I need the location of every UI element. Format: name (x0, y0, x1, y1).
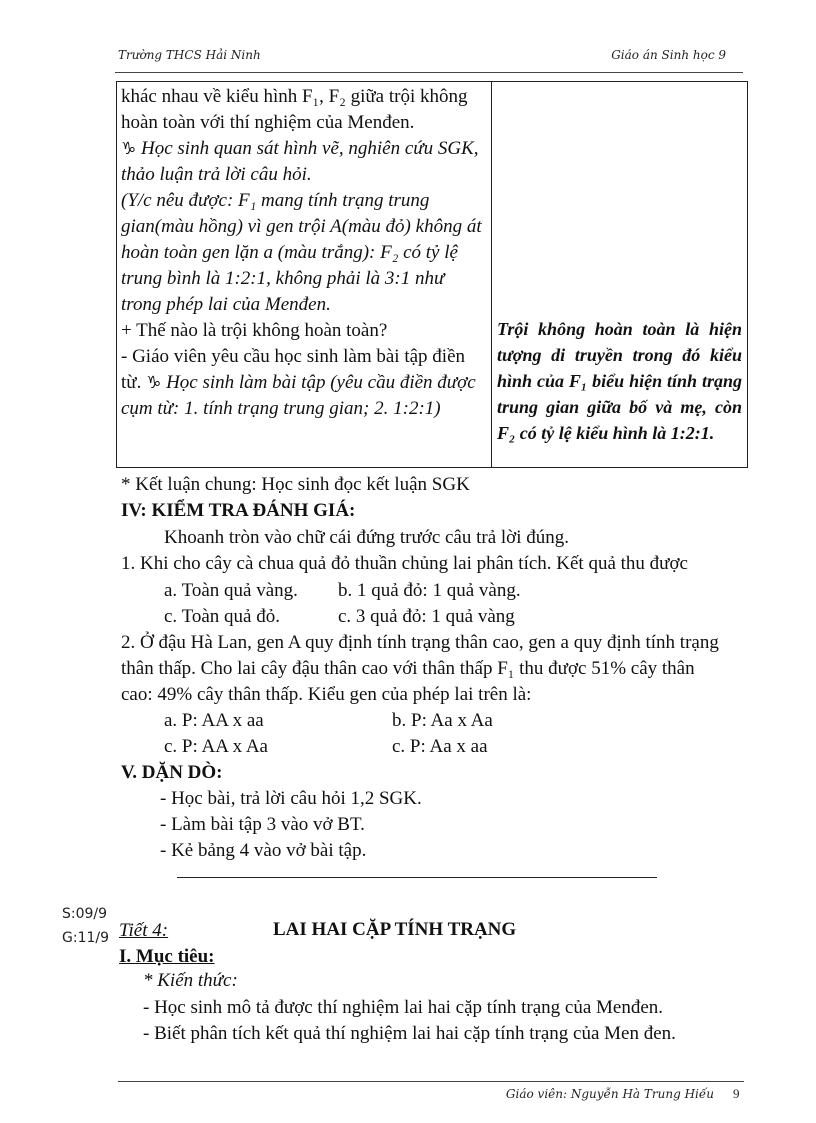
general-conclusion: * Kết luận chung: Học sinh đọc kết luận SGK (121, 474, 470, 495)
lesson-title: LAI HAI CẶP TÍNH TRẠNG (273, 919, 517, 940)
footer-teacher: Giáo viên: Nguyễn Hà Trung Hiếu (505, 1087, 714, 1101)
left-paragraph-2 (121, 136, 487, 188)
section-4-instruction: Khoanh tròn vào chữ cái đứng trước câu trả lời đúng. (164, 527, 570, 548)
question-2-option-b: b. P: Aa x Aa (392, 710, 493, 731)
section-4-heading: IV: KIỂM TRA ĐÁNH GIÁ: (121, 500, 356, 521)
date-study: S:09/9 (62, 906, 108, 922)
header-school: Trường THCS Hải Ninh (118, 48, 261, 62)
question-2-option-c: c. P: AA x Aa (164, 736, 268, 757)
question-2-stem-line-3: cao: 49% cây thân thấp. Kiểu gen của phép lai trên là: (121, 684, 532, 705)
left-paragraph-1: khác nhau về kiểu hình F₁, F₂ giữa trội không hoàn toàn với thí nghiệm của Menđen. (121, 86, 468, 133)
left-paragraph-6 (121, 372, 476, 419)
page-number: 9 (733, 1086, 740, 1101)
objectives-heading: I. Mục tiêu: (119, 946, 215, 967)
header-subject: Giáo án Sinh học 9 (611, 48, 726, 62)
header-rule (115, 72, 743, 73)
homework-item-1: - Học bài, trả lời câu hỏi 1,2 SGK. (160, 788, 422, 809)
left-paragraph-5 (121, 344, 487, 422)
table-left-cell (121, 84, 487, 422)
question-2-stem-line-2: thân thấp. Cho lai cây đậu thân cao với thân thấp F₁ thu được 51% cây thân (121, 658, 695, 679)
question-1-stem: 1. Khi cho cây cà chua quả đỏ thuần chủng lai phân tích. Kết quả thu được (121, 553, 688, 574)
footer-rule (118, 1081, 744, 1082)
lesson-label: Tiết 4: (119, 920, 169, 941)
homework-item-3: - Kẻ bảng 4 vào vở bài tập. (160, 840, 367, 861)
date-teach: G:11/9 (62, 930, 110, 946)
table-divider (491, 82, 492, 467)
left-paragraph-5-text: - Giáo viên yêu cầu học sinh làm bài tập điền từ. (121, 346, 466, 393)
section-separator (177, 877, 657, 878)
objective-item-1: - Học sinh mô tả được thí nghiệm lai hai cặp tính trạng của Menđen. (143, 997, 664, 1018)
question-1-option-b: b. 1 quả đỏ: 1 quả vàng. (338, 580, 521, 601)
table-right-cell: Trội không hoàn toàn là hiện tượng di truyền trong đó kiểu hình của F₁ biểu hiện tính trạng trung gian giữa bố và mẹ, còn F₂ có tỷ lệ kiểu hình là 1:2:1. (497, 319, 742, 443)
pointer-icon: ♑ (121, 139, 137, 159)
question-1-option-d: c. 3 quả đỏ: 1 quả vàng (338, 606, 515, 627)
question-2-option-a: a. P: AA x aa (164, 710, 264, 731)
pointer-icon: ♑ (146, 373, 162, 393)
left-paragraph-4: + Thế nào là trội không hoàn toàn? (121, 320, 388, 341)
question-1-option-a: a. Toàn quả vàng. (164, 580, 298, 601)
question-1-option-c: c. Toàn quả đỏ. (164, 606, 280, 627)
left-paragraph-3: (Y/c nêu được: F₁ mang tính trạng trung gian(màu hồng) vì gen trội A(màu đỏ) không át hoàn toàn gen lặn a (màu trắng): F₂ có tỷ lệ trung bình là 1:2:1, không phải là 3:1 như trong phép lai của Menđen. (121, 190, 482, 315)
homework-item-2: - Làm bài tập 3 vào vở BT. (160, 814, 365, 835)
question-2-stem-line-1: 2. Ở đậu Hà Lan, gen A quy định tính trạng thân cao, gen a quy định tính trạng (121, 632, 719, 653)
section-5-heading: V. DẶN DÒ: (121, 762, 223, 783)
left-paragraph-2-text: Học sinh quan sát hình vẽ, nghiên cứu SGK, thảo luận trả lời câu hỏi. (121, 138, 479, 185)
objective-item-2: - Biết phân tích kết quả thí nghiệm lai hai cặp tính trạng của Men đen. (143, 1023, 676, 1044)
question-2-option-d: c. P: Aa x aa (392, 736, 488, 757)
left-paragraph-6-text: Học sinh làm bài tập (yêu cầu điền được cụm từ: 1. tính trạng trung gian; 2. 1:2:1) (121, 372, 476, 419)
knowledge-label: * Kiến thức: (143, 970, 238, 991)
